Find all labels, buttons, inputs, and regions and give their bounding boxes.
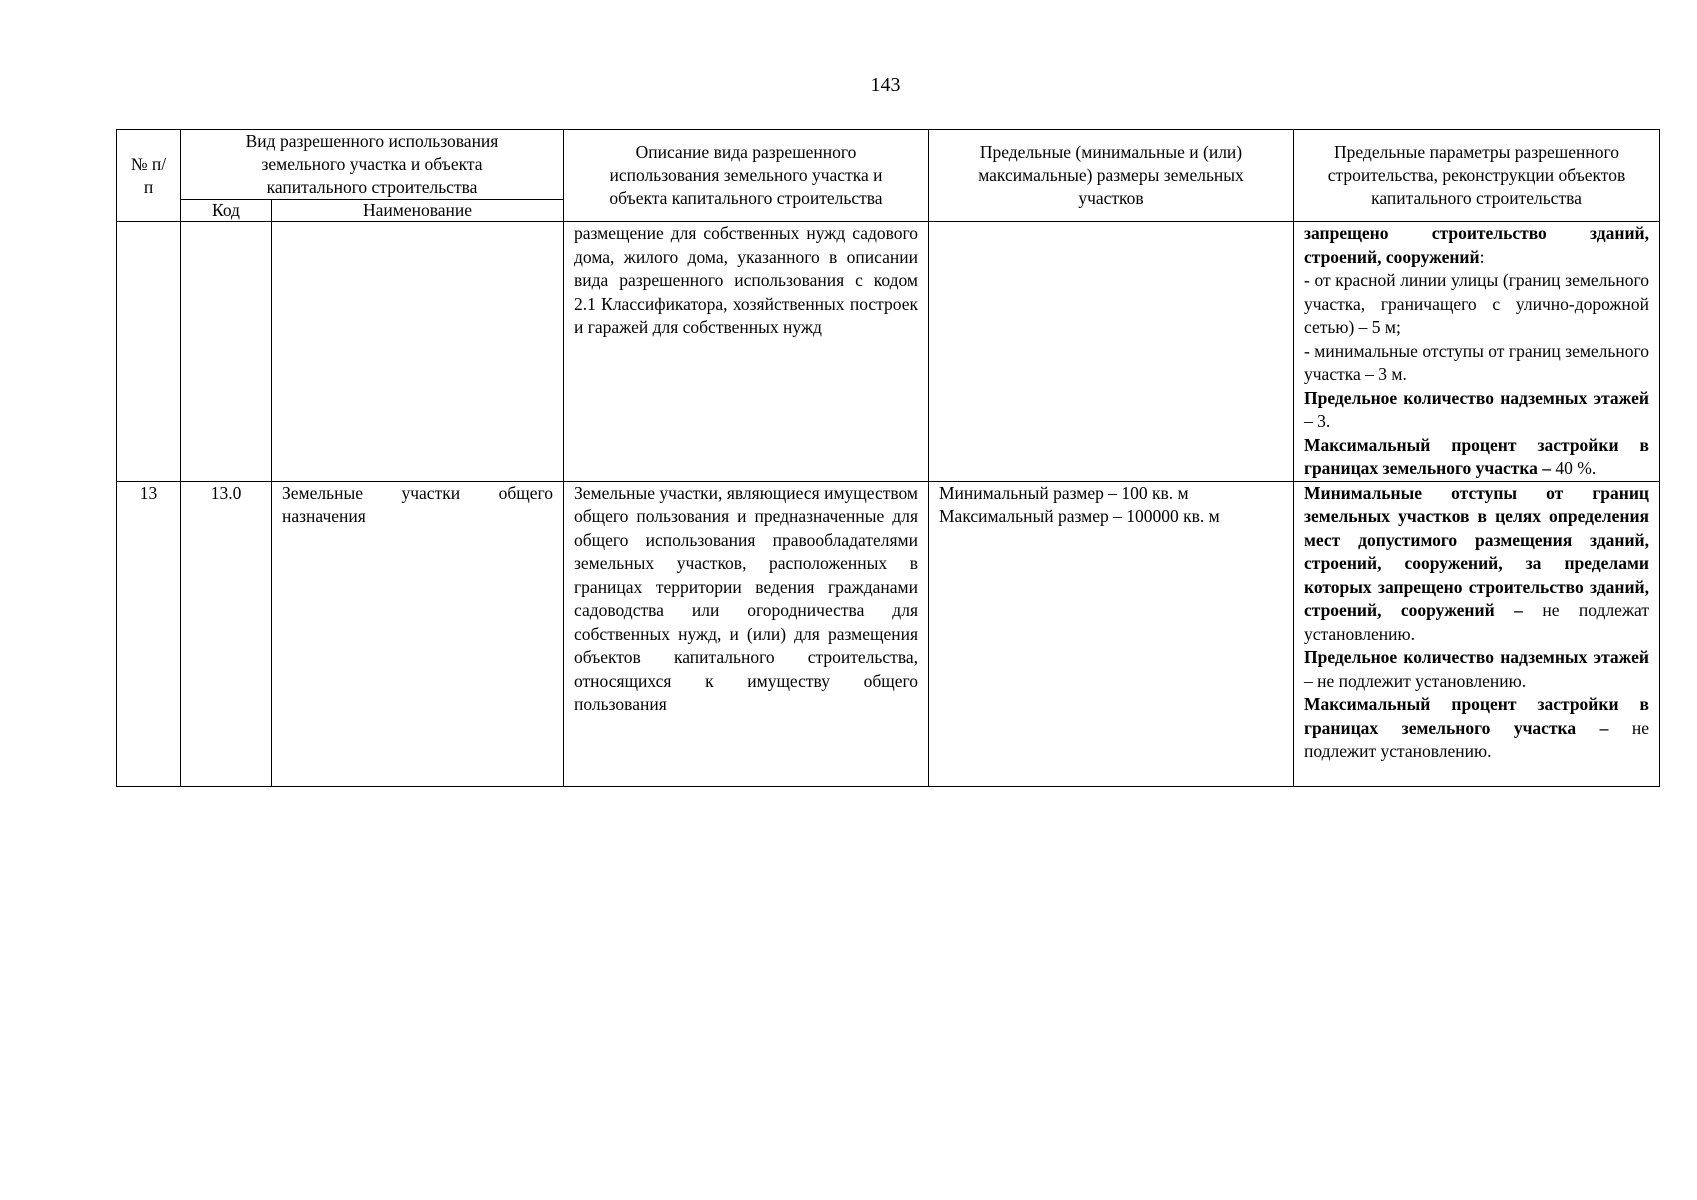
size-line: Минимальный размер – 100 кв. м (939, 482, 1189, 503)
header-vid-group: Вид разрешенного использования земельного участка и объекта капитального строительства (181, 130, 564, 200)
row-params (1294, 481, 1660, 786)
param-text: : (1479, 246, 1485, 267)
header-naimenovanie: Наименование (272, 200, 564, 222)
row-name (272, 222, 564, 482)
param-bold: запрещено строительство зданий, строений, сооружений (1304, 223, 1649, 267)
param-line (1304, 434, 1649, 481)
header-kod: Код (181, 200, 272, 222)
param-line (1304, 482, 1649, 647)
row-params (1294, 222, 1660, 482)
sizes-list (939, 482, 1283, 529)
page-number: 143 (870, 74, 901, 96)
param-line (1304, 222, 1649, 269)
param-text: – 3. (1304, 411, 1331, 431)
row-description: размещение для собственных нужд садового дома, жилого дома, указанного в описании вида разрешенного использования с кодом 2.1 Классификатора, хозяйственных построек и гаражей для собственных нужд (564, 222, 929, 482)
row-num (117, 222, 181, 482)
params-list (1304, 482, 1649, 764)
param-bold: Минимальные отступы от границ земельных участков в целях определения мест допустимого размещения зданий, строений, сооружений, за пределами которых запрещено строительство зданий, строений, сооружений – (1304, 482, 1649, 620)
param-line (1304, 646, 1649, 693)
param-text: не подлежит установлению. (1304, 717, 1649, 761)
header-razmery: Предельные (минимальные и (или) максимальные) размеры земельных участков (929, 130, 1294, 222)
row-num: 13 (117, 481, 181, 786)
param-text: – не подлежит установлению. (1304, 670, 1527, 691)
regulations-table (116, 129, 1660, 787)
param-bold: Предельное количество надземных этажей (1304, 647, 1649, 667)
row-sizes (929, 481, 1294, 786)
header-opisanie: Описание вида разрешенного использования земельного участка и объекта капитального строительства (564, 130, 929, 222)
param-bold: Максимальный процент застройки в границах земельного участка – (1304, 434, 1649, 478)
row-sizes (929, 222, 1294, 482)
param-text: - от красной линии улицы (границ земельного участка, граничащего с улично-дорожной сетью) – 5 м; (1304, 270, 1649, 337)
param-text: не подлежат установлению. (1304, 600, 1650, 644)
param-line (1304, 387, 1649, 434)
row-kod (181, 222, 272, 482)
header-num: № п/п (117, 130, 181, 222)
param-line (1304, 340, 1649, 387)
param-bold: Предельное количество надземных этажей (1304, 387, 1649, 408)
param-bold: Максимальный процент застройки в границах земельного участка – (1304, 694, 1649, 738)
param-text: - минимальные отступы от границ земельного участка – 3 м. (1304, 340, 1649, 384)
header-parametry: Предельные параметры разрешенного строительства, реконструкции объектов капитального строительства (1294, 130, 1660, 222)
row-kod: 13.0 (181, 481, 272, 786)
row-description: Земельные участки, являющиеся имуществом общего пользования и предназначенные для общего использования правообладателями земельных участков, расположенных в границах территории ведения гражданами садоводства или огородничества для собственных нужд, и (или) для размещения объектов капитального строительства, относящихся к имуществу общего пользования (564, 481, 929, 786)
row-name: Земельные участки общего назначения (272, 481, 564, 786)
table-body (117, 222, 1660, 787)
table-row (117, 481, 1660, 786)
size-line: Максимальный размер – 100000 кв. м (939, 506, 1220, 526)
table-row (117, 222, 1660, 482)
params-list (1304, 222, 1649, 481)
param-text: 40 %. (1555, 458, 1597, 478)
param-line (1304, 269, 1649, 340)
param-line (1304, 693, 1649, 764)
